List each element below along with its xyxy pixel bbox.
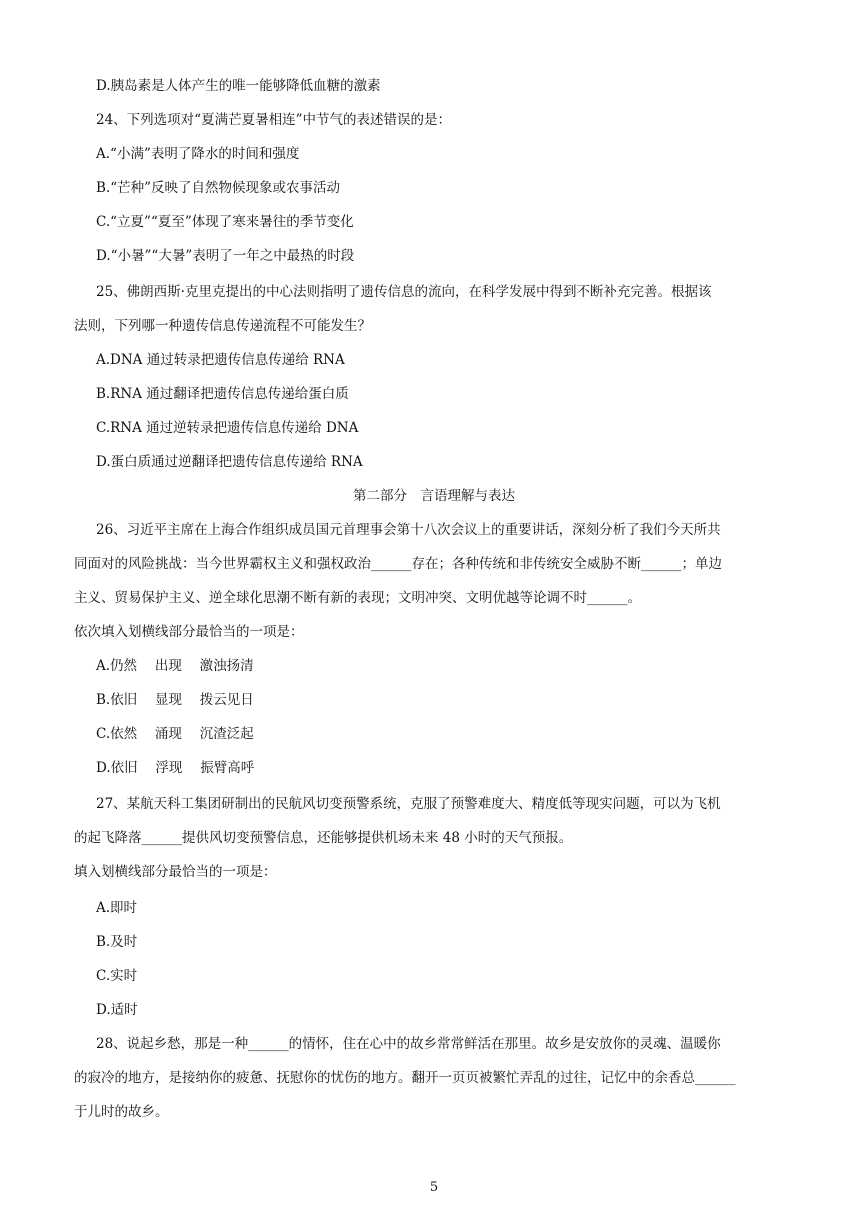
question-27-instruction: 填入划横线部分最恰当的一项是： (74, 864, 277, 880)
question-26-stem: 26、习近平主席在上海合作组织成员国元首理事会第十八次会议上的重要讲话，深刻分析了我们今天所共 (96, 522, 721, 538)
question-27-stem: 27、某航天科工集团研制出的民航风切变预警系统，克服了预警难度大、精度低等现实问题，可以为飞机 (96, 796, 721, 812)
question-28-stem: 28、说起乡愁，那是一种______的情怀，住在心中的故乡常常鲜活在那里。故乡是安放你的灵魂、温暖你 (96, 1036, 721, 1052)
option-c: C.实时 (96, 968, 138, 984)
option-c: C.“立夏”“夏至”体现了寒来暑往的季节变化 (96, 214, 354, 230)
option-a: A.即时 (96, 900, 138, 916)
question-28-stem-cont: 于儿时的故乡。 (74, 1104, 169, 1120)
question-25-stem-cont: 法则，下列哪一种遗传信息传递流程不可能发生？ (74, 318, 371, 334)
page-number: 5 (429, 1180, 439, 1195)
option-b: B.依旧 显现 拨云见日 (96, 692, 254, 708)
question-24-stem: 24、下列选项对“夏满芒夏暑相连”中节气的表述错误的是： (96, 112, 451, 128)
option-c: C.依然 涌现 沉渣泛起 (96, 726, 254, 742)
option-a: A.仍然 出现 激浊扬清 (96, 658, 254, 674)
question-26-stem-cont: 同面对的风险挑战：当今世界霸权主义和强权政治______存在；各种传统和非传统安全威胁不断______；单边 (74, 556, 722, 572)
option-d: D.蛋白质通过逆翻译把遗传信息传递给 RNA (96, 454, 363, 470)
option-d: D.“小暑”“大暑”表明了一年之中最热的时段 (96, 248, 355, 264)
option-d: D.适时 (96, 1002, 138, 1018)
section-heading: 第二部分 言语理解与表达 (353, 488, 515, 504)
question-26-stem-cont: 主义、贸易保护主义、逆全球化思潮不断有新的表现；文明冲突、文明优越等论调不时______。 (74, 590, 641, 606)
option-b: B.RNA 通过翻译把遗传信息传递给蛋白质 (96, 386, 349, 402)
question-27-stem-cont: 的起飞降落______提供风切变预警信息，还能够提供机场未来 48 小时的天气预报。 (74, 830, 573, 846)
option-a: A.DNA 通过转录把遗传信息传递给 RNA (96, 352, 345, 368)
question-25-stem: 25、佛朗西斯·克里克提出的中心法则指明了遗传信息的流向，在科学发展中得到不断补充完善。根据该 (96, 284, 712, 300)
text-line: D.胰岛素是人体产生的唯一能够降低血糖的激素 (96, 78, 381, 94)
option-b: B.“芒种”反映了自然物候现象或农事活动 (96, 180, 341, 196)
option-d: D.依旧 浮现 振臂高呼 (96, 760, 255, 776)
option-c: C.RNA 通过逆转录把遗传信息传递给 DNA (96, 420, 359, 436)
question-28-stem-cont: 的寂冷的地方，是接纳你的疲惫、抚慰你的忧伤的地方。翻开一页页被繁忙弄乱的过往，记忆中的余香总______ (74, 1070, 736, 1086)
option-b: B.及时 (96, 934, 138, 950)
option-a: A.“小满”表明了降水的时间和强度 (96, 146, 300, 162)
question-26-instruction: 依次填入划横线部分最恰当的一项是： (74, 624, 304, 640)
